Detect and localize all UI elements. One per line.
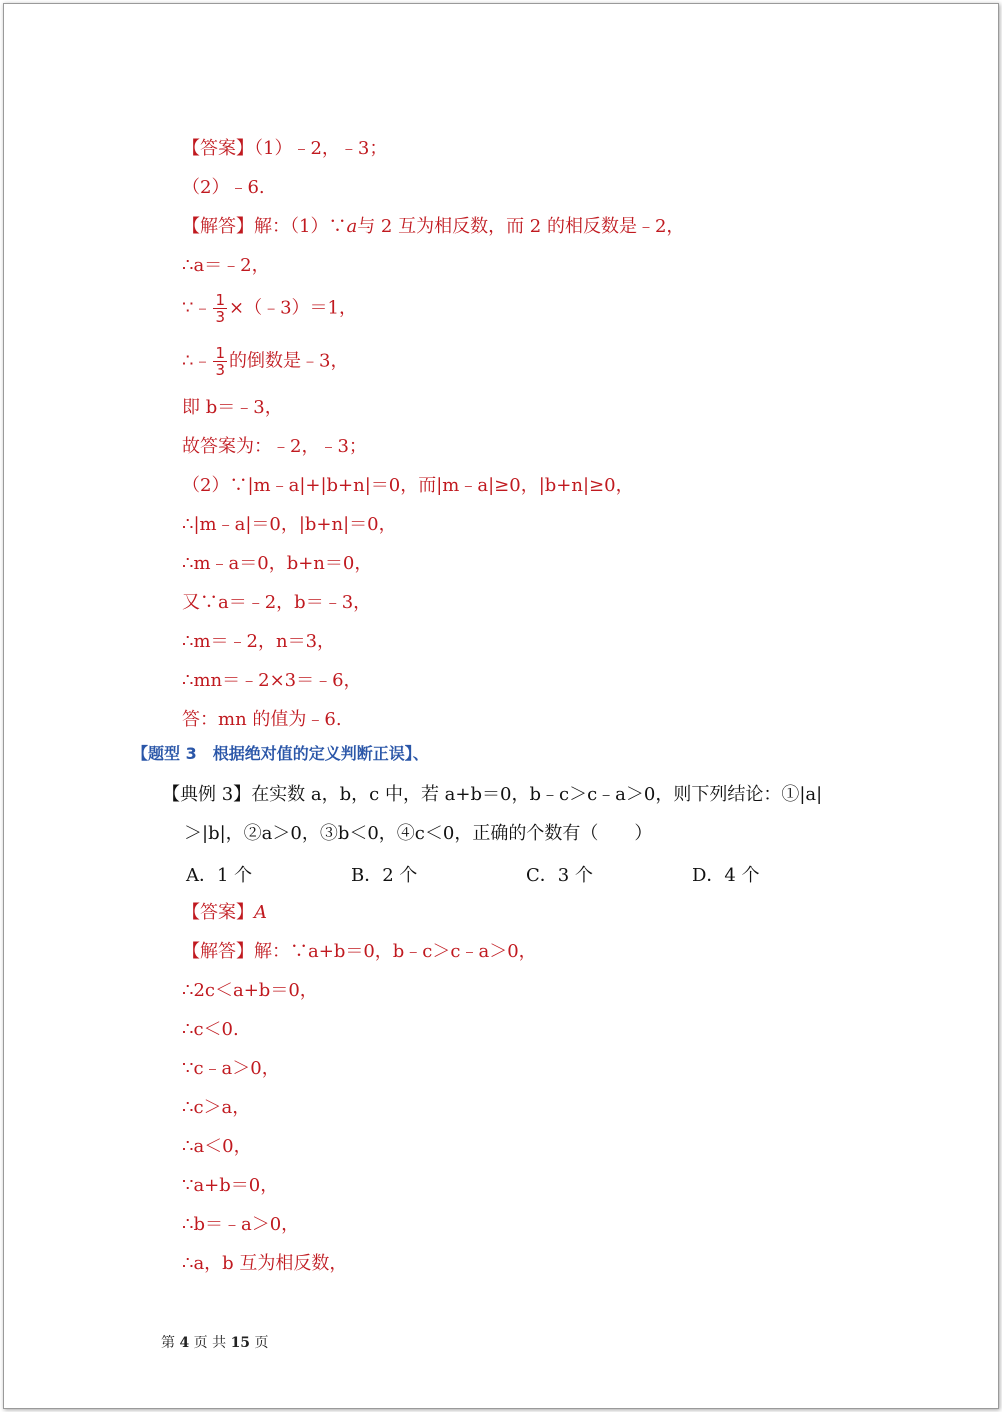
example-answer-tag: 【答案】 [182, 902, 254, 923]
example-solution-6: ∴a＜0， [182, 1136, 252, 1157]
example-solution-8: ∴b＝﹣a＞0， [182, 1214, 300, 1235]
solution-line-2e: ∴m＝﹣2，n＝3， [182, 631, 336, 652]
solution-line-2d: 又∵a＝﹣2，b＝﹣3， [182, 592, 372, 613]
solution-line-2c: ∴m﹣a＝0，b+n＝0， [182, 553, 373, 574]
fraction-one-third-2 [213, 345, 227, 378]
option-a: A．1 个 [186, 865, 253, 886]
solution-line-b: 即 b＝﹣3， [182, 397, 283, 418]
example-stem-1 [162, 782, 822, 808]
example-answer-line [182, 900, 267, 926]
example-solution-9: ∴a，b 互为相反数， [182, 1253, 348, 1274]
section-heading: 【题型 3 根据绝对值的定义判断正误】、 [132, 744, 429, 763]
example-solution-tag: 【解答】 [182, 941, 254, 962]
var-a: a [346, 216, 358, 237]
solution-line-so: 故答案为：﹣2，﹣3； [182, 436, 367, 457]
answer-tag: 【答案】 [182, 138, 254, 159]
example-solution-1 [182, 939, 537, 965]
example-answer-value: A [254, 902, 267, 923]
answer-text-1: （1）﹣2，﹣3； [254, 138, 388, 159]
recip-prefix: ∴﹣ [182, 350, 212, 372]
answer-line-1 [182, 136, 387, 162]
solution-line-reciprocal [182, 345, 348, 378]
frac-prefix: ∵﹣ [182, 297, 212, 319]
example-tag: 【典例 3】 [162, 784, 252, 805]
footer-mid: 页 共 [193, 1335, 227, 1351]
example-solution-4: ∵c﹣a＞0， [182, 1058, 280, 1079]
solution-line-a: ∴a＝﹣2， [182, 255, 270, 276]
fraction-denominator: 3 [215, 308, 225, 326]
fraction-numerator: 1 [215, 291, 225, 309]
solution-line-2g: 答：mn 的值为﹣6. [182, 709, 342, 730]
example-solution-2: ∴2c＜a+b＝0， [182, 980, 318, 1001]
example-solution-5: ∴c＞a， [182, 1097, 251, 1118]
fraction-one-third [213, 292, 227, 325]
solution-line-2f: ∴mn＝﹣2×3＝﹣6， [182, 670, 362, 691]
footer-page-number: 4 [179, 1335, 190, 1351]
solution-line-fraction [182, 292, 357, 325]
example-stem-text-1: 在实数 a，b，c 中，若 a+b＝0，b﹣c＞c﹣a＞0，则下列结论：①|a| [251, 784, 823, 805]
recip-suffix: 的倒数是﹣3， [229, 350, 349, 372]
fraction-denominator-2: 3 [215, 361, 225, 379]
answer-line-2: （2）﹣6. [182, 177, 265, 198]
solution-line-intro [182, 214, 684, 240]
solution-line-2b: ∴|m﹣a|＝0，|b+n|＝0， [182, 514, 397, 535]
footer-pre: 第 [161, 1335, 175, 1351]
solution-tag: 【解答】 [182, 216, 254, 237]
frac-suffix: ×（﹣3）＝1， [229, 297, 357, 319]
example-stem-2: ＞|b|，②a＞0，③b＜0，④c＜0，正确的个数有（ ） [184, 823, 653, 844]
footer-post: 页 [254, 1335, 269, 1351]
page-footer [161, 1332, 269, 1352]
example-solution-3: ∴c＜0. [182, 1019, 239, 1040]
solution-line-2a: （2）∵|m﹣a|+|b+n|＝0，而|m﹣a|≥0，|b+n|≥0， [182, 475, 634, 496]
document-page [3, 3, 999, 1409]
option-b: B．2 个 [351, 865, 418, 886]
example-solution-7: ∵a+b＝0， [182, 1175, 279, 1196]
option-d: D．4 个 [692, 865, 760, 886]
fraction-numerator-2: 1 [215, 344, 225, 362]
solution-intro: 解：（1）∵ [254, 216, 347, 237]
option-c: C．3 个 [526, 865, 593, 886]
solution-rest: 与 2 互为相反数，而 2 的相反数是﹣2， [357, 216, 685, 237]
footer-total-pages: 15 [230, 1335, 251, 1351]
example-solution-text-1: 解：∵a+b＝0，b﹣c＞c﹣a＞0， [254, 941, 537, 962]
